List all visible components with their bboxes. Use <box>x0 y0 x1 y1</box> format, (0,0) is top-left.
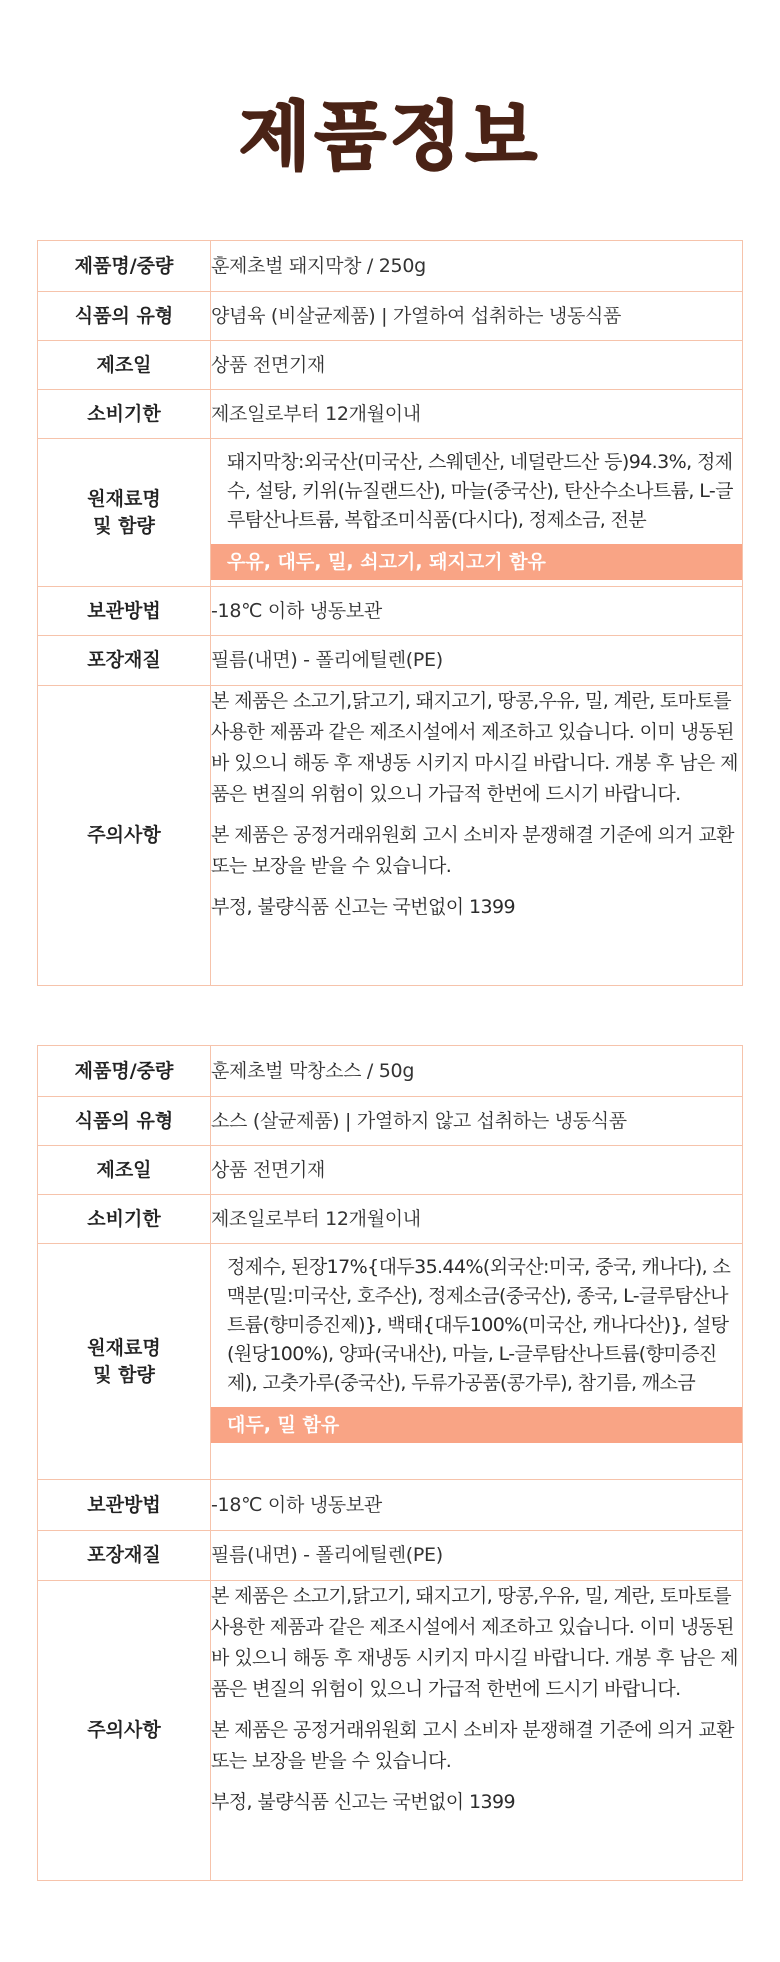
row-cautions <box>38 686 743 986</box>
label-cautions: 주의사항 <box>38 686 211 986</box>
caution-paragraph: 부정, 불량식품 신고는 국번없이 1399 <box>211 896 515 918</box>
row-packaging <box>38 636 743 686</box>
row-manufacture-date <box>38 1146 743 1195</box>
value-cautions <box>211 1581 743 1881</box>
label-manufacture-date: 제조일 <box>38 1146 211 1195</box>
label-ingredients-line2: 및 함량 <box>93 1363 155 1386</box>
product-info-table-1 <box>37 240 743 986</box>
label-food-type: 식품의 유형 <box>38 292 211 341</box>
label-product-name: 제품명/중량 <box>38 241 211 292</box>
value-manufacture-date: 상품 전면기재 <box>211 341 743 390</box>
row-expiry <box>38 390 743 439</box>
value-packaging: 필름(내면) - 폴리에틸렌(PE) <box>211 1531 743 1581</box>
label-expiry: 소비기한 <box>38 390 211 439</box>
row-storage <box>38 587 743 636</box>
value-expiry: 제조일로부터 12개월이내 <box>211 390 743 439</box>
label-product-name: 제품명/중량 <box>38 1046 211 1097</box>
label-food-type: 식품의 유형 <box>38 1097 211 1146</box>
value-food-type: 양념육 (비살균제품) | 가열하여 섭취하는 냉동식품 <box>211 292 743 341</box>
label-ingredients-line1: 원재료명 <box>87 1336 161 1359</box>
caution-paragraph: 본 제품은 소고기,닭고기, 돼지고기, 땅콩,우유, 밀, 계란, 토마토를 사용한 제품과 같은 제조시설에서 제조하고 있습니다. 이미 냉동된 바 있으니 해동 후 재냉동 시키지 마시길 바랍니다. 개봉 후 남은 제품은 변질의 위험이 있으니 가급적 한번에 드시기 바랍니다. <box>211 690 738 805</box>
product-info-table-2 <box>37 1045 743 1881</box>
value-packaging: 필름(내면) - 폴리에틸렌(PE) <box>211 636 743 686</box>
caution-paragraph: 본 제품은 공정거래위원회 고시 소비자 분쟁해결 기준에 의거 교환 또는 보장을 받을 수 있습니다. <box>211 1719 734 1772</box>
ingredients-text: 정제수, 된장17%{대두35.44%(외국산:미국, 중국, 캐나다), 소맥분(밀:미국산, 호주산), 정제소금(중국산), 종국, L-글루탐산나트륨(향미증진제)}, 백태{대두100%(미국산, 캐나다산)}, 설탕(원당100%), 양파(국내산), 마늘, L-글루탐산나트륨(향미증진제), 고춧가루(중국산), 두류가공품(콩가루), 참기름, 깨소금 <box>227 1256 731 1394</box>
row-manufacture-date <box>38 341 743 390</box>
label-ingredients <box>38 1244 211 1480</box>
label-storage: 보관방법 <box>38 1480 211 1531</box>
row-cautions <box>38 1581 743 1881</box>
label-manufacture-date: 제조일 <box>38 341 211 390</box>
row-ingredients <box>38 1244 743 1480</box>
value-expiry: 제조일로부터 12개월이내 <box>211 1195 743 1244</box>
value-product-name: 훈제초벌 막창소스 / 50g <box>211 1046 743 1097</box>
label-expiry: 소비기한 <box>38 1195 211 1244</box>
row-expiry <box>38 1195 743 1244</box>
value-food-type: 소스 (살균제품) | 가열하지 않고 섭취하는 냉동식품 <box>211 1097 743 1146</box>
label-storage: 보관방법 <box>38 587 211 636</box>
value-storage: -18℃ 이하 냉동보관 <box>211 587 743 636</box>
value-cautions <box>211 686 743 986</box>
row-product-name <box>38 241 743 292</box>
allergen-banner: 대두, 밀 함유 <box>211 1407 742 1443</box>
caution-paragraph: 본 제품은 소고기,닭고기, 돼지고기, 땅콩,우유, 밀, 계란, 토마토를 사용한 제품과 같은 제조시설에서 제조하고 있습니다. 이미 냉동된 바 있으니 해동 후 재냉동 시키지 마시길 바랍니다. 개봉 후 남은 제품은 변질의 위험이 있으니 가급적 한번에 드시기 바랍니다. <box>211 1585 738 1700</box>
value-ingredients-cell <box>211 1244 743 1480</box>
row-ingredients <box>38 439 743 587</box>
label-packaging: 포장재질 <box>38 636 211 686</box>
label-cautions: 주의사항 <box>38 1581 211 1881</box>
value-storage: -18℃ 이하 냉동보관 <box>211 1480 743 1531</box>
row-food-type <box>38 292 743 341</box>
page-title: 제품정보 <box>239 94 541 180</box>
row-packaging <box>38 1531 743 1581</box>
allergen-banner: 우유, 대두, 밀, 쇠고기, 돼지고기 함유 <box>211 544 742 580</box>
value-product-name: 훈제초벌 돼지막창 / 250g <box>211 241 743 292</box>
row-product-name <box>38 1046 743 1097</box>
caution-paragraph: 부정, 불량식품 신고는 국번없이 1399 <box>211 1791 515 1813</box>
label-ingredients-line1: 원재료명 <box>87 487 161 510</box>
row-storage <box>38 1480 743 1531</box>
label-ingredients <box>38 439 211 587</box>
value-manufacture-date: 상품 전면기재 <box>211 1146 743 1195</box>
row-food-type <box>38 1097 743 1146</box>
label-ingredients-line2: 및 함량 <box>93 514 155 537</box>
ingredients-text: 돼지막창:외국산(미국산, 스웨덴산, 네덜란드산 등)94.3%, 정제수, 설탕, 키위(뉴질랜드산), 마늘(중국산), 탄산수소나트륨, L-글루탐산나트륨, 복합조미식품(다시다), 정제소금, 전분 <box>227 451 733 531</box>
caution-paragraph: 본 제품은 공정거래위원회 고시 소비자 분쟁해결 기준에 의거 교환 또는 보장을 받을 수 있습니다. <box>211 824 734 877</box>
label-packaging: 포장재질 <box>38 1531 211 1581</box>
value-ingredients-cell <box>211 439 743 587</box>
